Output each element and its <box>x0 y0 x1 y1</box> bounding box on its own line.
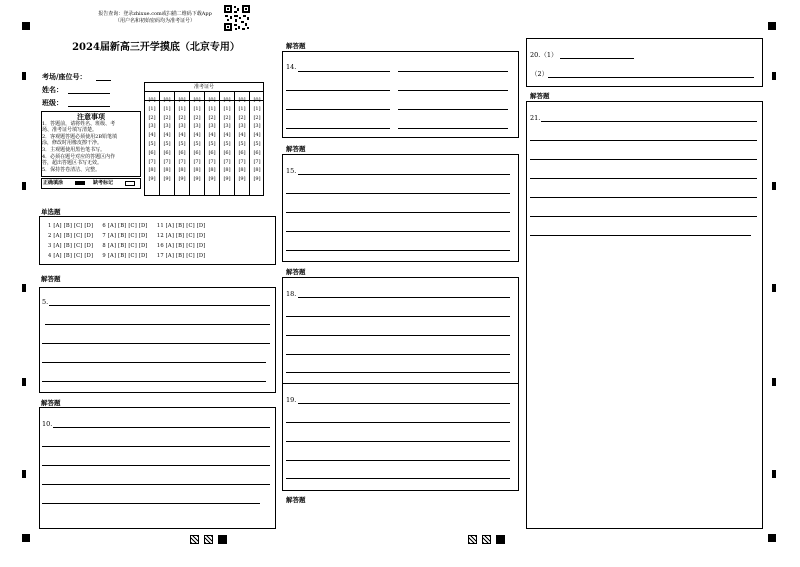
answer-line[interactable] <box>530 140 757 141</box>
exam-id-digit-bubble[interactable]: [2] <box>148 114 156 121</box>
answer-line[interactable] <box>286 193 510 194</box>
exam-id-column <box>175 96 189 184</box>
q20-part2-number: （2） <box>531 70 549 78</box>
notice-title: 注意事项 <box>77 112 105 121</box>
exam-id-digit-bubble[interactable]: [7] <box>208 158 216 165</box>
exam-id-digit-bubble[interactable]: [9] <box>193 176 201 183</box>
timing-mark <box>22 182 26 190</box>
answer-box-q18-19 <box>282 277 519 491</box>
page-mark-hatched <box>190 535 199 544</box>
answer-box-q21 <box>526 101 763 529</box>
mc-row[interactable]: 2 [A] [B] [C] [D] 7 [A] [B] [C] [D] 12 [A] [B] [C] [D] <box>48 233 206 239</box>
exam-id-digit-bubble[interactable]: [0] <box>208 97 216 103</box>
exam-id-digit-bubble[interactable]: [2] <box>163 114 171 121</box>
answer-line[interactable] <box>298 71 390 72</box>
legend-filled-mark <box>75 181 85 185</box>
exam-id-digit-bubble[interactable]: [3] <box>163 123 171 130</box>
notice-line: 5．保持答卷清洁、完整。 <box>42 167 101 173</box>
legend-correct-label: 正确填涂 <box>43 180 64 186</box>
exam-id-digit-bubble[interactable]: [1] <box>163 105 171 112</box>
exam-id-column <box>190 96 204 184</box>
exam-id-digit-bubble[interactable]: [1] <box>208 105 216 112</box>
exam-id-digit-bubble[interactable]: [7] <box>223 158 231 165</box>
answer-line[interactable] <box>298 174 510 175</box>
timing-mark <box>772 182 776 190</box>
answer-heading: 解答题 <box>286 42 306 50</box>
answer-line[interactable] <box>45 324 270 325</box>
exam-id-digit-bubble[interactable]: [0] <box>223 97 231 103</box>
exam-id-digit-bubble[interactable]: [0] <box>148 97 156 103</box>
exam-id-digit-bubble[interactable]: [4] <box>193 132 201 139</box>
seat-label: 考场/座位号： <box>42 72 87 81</box>
exam-id-digit-bubble[interactable]: [9] <box>238 176 246 183</box>
answer-box-q10 <box>39 407 276 529</box>
name-label: 姓名： <box>42 85 63 94</box>
answer-line[interactable] <box>541 121 757 122</box>
answer-line[interactable] <box>398 128 508 129</box>
exam-id-digit-bubble[interactable]: [6] <box>208 149 216 156</box>
qr-code <box>224 5 250 31</box>
answer-line[interactable] <box>298 403 510 404</box>
answer-line[interactable] <box>53 427 270 428</box>
exam-id-digit-bubble[interactable]: [8] <box>208 167 216 174</box>
q15-number: 15. <box>286 167 297 175</box>
answer-line[interactable] <box>286 422 510 423</box>
notice-line: 2．客观题答题必须使用2B铅笔填 <box>42 134 118 140</box>
mc-row[interactable]: 4 [A] [B] [C] [D] 9 [A] [B] [C] [D] 17 [A] [B] [C] [D] <box>48 253 206 259</box>
answer-line[interactable] <box>42 446 270 447</box>
q18-number: 18. <box>286 290 297 298</box>
answer-line[interactable] <box>286 316 510 317</box>
timing-mark <box>22 72 26 80</box>
exam-id-digit-bubble[interactable]: [6] <box>163 149 171 156</box>
exam-id-digit-bubble[interactable]: [7] <box>163 158 171 165</box>
exam-id-digit-bubble[interactable]: [9] <box>163 176 171 183</box>
answer-line[interactable] <box>286 460 510 461</box>
q5-number: 5. <box>42 298 49 306</box>
exam-id-digit-bubble[interactable]: [6] <box>148 149 156 156</box>
answer-line[interactable] <box>286 354 510 355</box>
page-title: 2024届新高三开学摸底（北京专用） <box>72 42 240 53</box>
answer-line[interactable] <box>42 503 260 504</box>
exam-id-digit-bubble[interactable]: [7] <box>178 158 186 165</box>
exam-id-digit-bubble[interactable]: [5] <box>148 140 156 147</box>
exam-id-digit-bubble[interactable]: [6] <box>223 149 231 156</box>
exam-id-digit-bubble[interactable]: [4] <box>163 132 171 139</box>
exam-id-column <box>160 96 174 184</box>
answer-line[interactable] <box>42 362 266 363</box>
page-mark-hatched <box>204 535 213 544</box>
answer-line[interactable] <box>42 465 270 466</box>
mc-heading: 单选题 <box>41 208 61 216</box>
notice-line: 涂，修改时用橡皮擦干净。 <box>42 140 103 146</box>
exam-id-digit-bubble[interactable]: [2] <box>253 114 261 121</box>
timing-mark <box>772 470 776 478</box>
answer-line[interactable] <box>398 71 508 72</box>
answer-line[interactable] <box>286 90 390 91</box>
exam-id-digit-bubble[interactable]: [4] <box>238 132 246 139</box>
exam-id-column <box>145 96 159 184</box>
answer-line[interactable] <box>548 77 754 78</box>
timing-mark <box>772 378 776 386</box>
exam-id-digit-bubble[interactable]: [3] <box>223 123 231 130</box>
answer-line[interactable] <box>49 305 270 306</box>
answer-line[interactable] <box>286 441 510 442</box>
q21-number: 21. <box>530 114 541 122</box>
exam-id-digit-bubble[interactable]: [9] <box>148 176 156 183</box>
scan-notice-sub: （用户名和初始密码均为准考证号） <box>114 18 195 24</box>
exam-id-digit-bubble[interactable]: [3] <box>193 123 201 130</box>
corner-mark-tr <box>768 22 776 30</box>
answer-heading: 解答题 <box>286 496 306 504</box>
exam-id-digit-bubble[interactable]: [4] <box>223 132 231 139</box>
answer-line[interactable] <box>530 197 757 198</box>
mc-row[interactable]: 1 [A] [B] [C] [D] 6 [A] [B] [C] [D] 11 [A] [B] [C] [D] <box>48 223 206 229</box>
answer-line[interactable] <box>530 178 757 179</box>
notice-line: 场、准考证号填写清楚。 <box>42 127 98 133</box>
exam-id-digit-bubble[interactable]: [5] <box>238 140 246 147</box>
exam-id-digit-bubble[interactable]: [7] <box>148 158 156 165</box>
timing-mark <box>22 284 26 292</box>
exam-id-digit-bubble[interactable]: [2] <box>178 114 186 121</box>
exam-id-digit-bubble[interactable]: [2] <box>193 114 201 121</box>
name-field[interactable] <box>68 93 110 94</box>
exam-id-digit-bubble[interactable]: [0] <box>193 97 201 103</box>
notice-line: 答，超出答题区书写无效。 <box>42 160 103 166</box>
exam-id-digit-bubble[interactable]: [7] <box>193 158 201 165</box>
exam-id-digit-bubble[interactable]: [5] <box>223 140 231 147</box>
answer-line[interactable] <box>286 478 510 479</box>
question-divider <box>282 383 519 384</box>
exam-id-digit-bubble[interactable]: [6] <box>238 149 246 156</box>
answer-line[interactable] <box>286 212 510 213</box>
exam-id-digit-bubble[interactable]: [4] <box>178 132 186 139</box>
answer-line[interactable] <box>286 335 510 336</box>
answer-heading: 解答题 <box>41 275 61 283</box>
q14-number: 14. <box>286 63 297 71</box>
answer-box-q5 <box>39 287 276 393</box>
answer-line[interactable] <box>42 484 270 485</box>
exam-id-digit-bubble[interactable]: [4] <box>253 132 261 139</box>
answer-line[interactable] <box>398 90 508 91</box>
q20-part1-number: 20.（1） <box>530 51 558 59</box>
scan-notice: 报告查询：登录zhixue.com或扫描二维码下载App <box>98 11 212 17</box>
corner-mark-tl <box>22 22 30 30</box>
exam-id-digit-bubble[interactable]: [0] <box>253 97 261 103</box>
exam-id-digit-bubble[interactable]: [2] <box>208 114 216 121</box>
corner-mark-bl <box>22 534 30 542</box>
exam-id-digit-bubble[interactable]: [5] <box>208 140 216 147</box>
exam-id-digit-bubble[interactable]: [1] <box>253 105 261 112</box>
exam-id-digit-bubble[interactable]: [9] <box>208 176 216 183</box>
answer-line[interactable] <box>42 381 266 382</box>
timing-mark <box>22 378 26 386</box>
exam-id-digit-bubble[interactable]: [3] <box>148 123 156 130</box>
exam-id-digit-bubble[interactable]: [1] <box>238 105 246 112</box>
seat-field[interactable] <box>96 80 111 81</box>
notice-line: 3．主观题使用黑色笔书写。 <box>42 147 106 153</box>
exam-id-column <box>205 96 219 184</box>
answer-box-q20 <box>526 38 763 87</box>
exam-id-digit-bubble[interactable]: [1] <box>223 105 231 112</box>
answer-box-q14 <box>282 51 519 138</box>
answer-line[interactable] <box>560 58 634 59</box>
exam-id-digit-bubble[interactable]: [5] <box>193 140 201 147</box>
exam-id-digit-bubble[interactable]: [3] <box>253 123 261 130</box>
answer-line[interactable] <box>286 250 510 251</box>
absent-checkbox[interactable] <box>125 181 135 186</box>
page-mark-hatched <box>468 535 477 544</box>
page-mark-solid <box>496 535 505 544</box>
exam-id-digit-bubble[interactable]: [8] <box>148 167 156 174</box>
exam-id-digit-bubble[interactable]: [9] <box>223 176 231 183</box>
exam-id-digit-bubble[interactable]: [2] <box>223 114 231 121</box>
answer-heading: 解答题 <box>286 268 306 276</box>
answer-box-q15 <box>282 154 519 262</box>
timing-mark <box>22 470 26 478</box>
exam-id-digit-bubble[interactable]: [6] <box>253 149 261 156</box>
exam-id-digit-bubble[interactable]: [9] <box>253 176 261 183</box>
exam-id-digit-bubble[interactable]: [6] <box>178 149 186 156</box>
answer-heading: 解答题 <box>286 145 306 153</box>
answer-line[interactable] <box>298 297 510 298</box>
exam-id-digit-bubble[interactable]: [2] <box>238 114 246 121</box>
class-label: 班级： <box>42 98 63 107</box>
exam-id-digit-bubble[interactable]: [6] <box>193 149 201 156</box>
q10-number: 10. <box>42 420 53 428</box>
exam-id-digit-bubble[interactable]: [4] <box>148 132 156 139</box>
exam-id-column <box>250 96 264 184</box>
exam-id-digit-bubble[interactable]: [1] <box>178 105 186 112</box>
legend-absent-label: 缺考标记 <box>93 180 114 186</box>
answer-line[interactable] <box>286 231 510 232</box>
answer-heading: 解答题 <box>530 92 550 100</box>
page-mark-hatched <box>482 535 491 544</box>
exam-id-digit-bubble[interactable]: [8] <box>163 167 171 174</box>
exam-id-digit-bubble[interactable]: [1] <box>148 105 156 112</box>
exam-id-digit-bubble[interactable]: [4] <box>208 132 216 139</box>
notice-line: 1．答题前，请将姓名、班级、考 <box>42 121 116 127</box>
exam-id-digit-bubble[interactable]: [8] <box>223 167 231 174</box>
answer-line[interactable] <box>530 216 757 217</box>
exam-id-digit-bubble[interactable]: [8] <box>178 167 186 174</box>
exam-id-digit-bubble[interactable]: [5] <box>253 140 261 147</box>
exam-id-digit-bubble[interactable]: [7] <box>238 158 246 165</box>
answer-line[interactable] <box>530 159 757 160</box>
exam-id-digit-bubble[interactable]: [9] <box>178 176 186 183</box>
exam-id-digit-bubble[interactable]: [3] <box>208 123 216 130</box>
answer-line[interactable] <box>286 109 390 110</box>
exam-id-digit-bubble[interactable]: [1] <box>193 105 201 112</box>
answer-line[interactable] <box>286 372 510 373</box>
corner-mark-br <box>768 534 776 542</box>
timing-mark <box>772 72 776 80</box>
exam-id-digit-bubble[interactable]: [0] <box>238 97 246 103</box>
exam-id-digit-bubble[interactable]: [3] <box>178 123 186 130</box>
answer-line[interactable] <box>530 235 751 236</box>
answer-heading: 解答题 <box>41 399 61 407</box>
exam-id-title: 准考证号 <box>193 84 214 90</box>
exam-id-column <box>220 96 234 184</box>
exam-id-digit-bubble[interactable]: [8] <box>238 167 246 174</box>
exam-id-digit-bubble[interactable]: [8] <box>193 167 201 174</box>
answer-line[interactable] <box>286 128 390 129</box>
timing-mark <box>772 284 776 292</box>
q19-number: 19. <box>286 396 297 404</box>
exam-id-digit-bubble[interactable]: [5] <box>178 140 186 147</box>
answer-line[interactable] <box>42 343 270 344</box>
exam-id-column <box>235 96 249 184</box>
notice-line: 4．必须在题号对应的答题区内作 <box>42 154 116 160</box>
page-mark-solid <box>218 535 227 544</box>
mc-row[interactable]: 3 [A] [B] [C] [D] 8 [A] [B] [C] [D] 16 [A] [B] [C] [D] <box>48 243 206 249</box>
answer-line[interactable] <box>398 109 508 110</box>
exam-id-digit-bubble[interactable]: [3] <box>238 123 246 130</box>
class-field[interactable] <box>68 106 110 107</box>
exam-id-digit-bubble[interactable]: [8] <box>253 167 261 174</box>
exam-id-digit-bubble[interactable]: [0] <box>163 97 171 103</box>
exam-id-digit-bubble[interactable]: [7] <box>253 158 261 165</box>
exam-id-digit-bubble[interactable]: [0] <box>178 97 186 103</box>
exam-id-digit-bubble[interactable]: [5] <box>163 140 171 147</box>
